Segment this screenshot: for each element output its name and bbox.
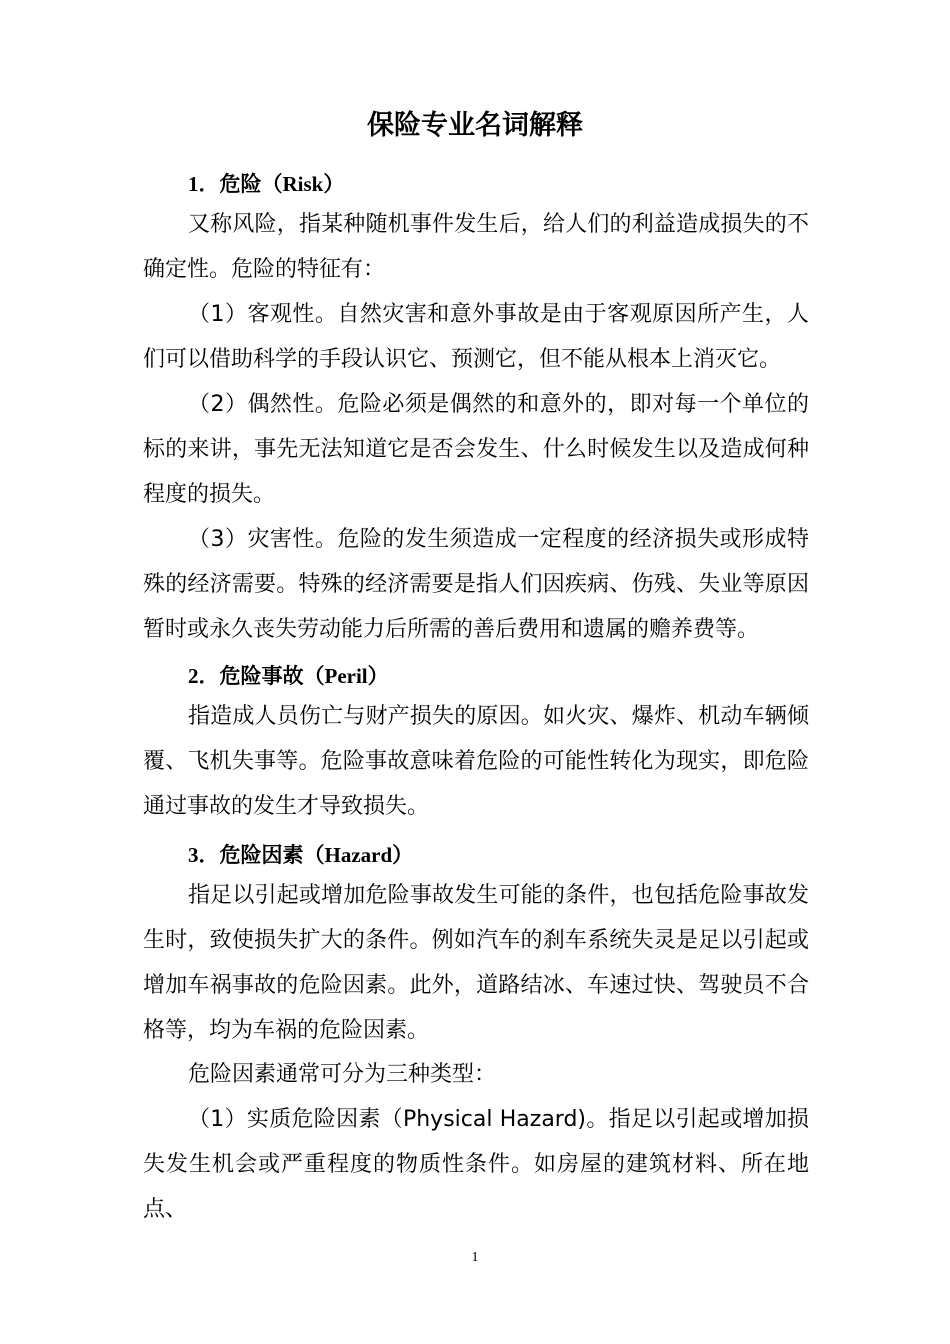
paragraph: （2）偶然性。危险必须是偶然的和意外的，即对每一个单位的标的来讲，事先无法知道它是否会发生、什么时候发生以及造成何种程度的损失。 <box>143 392 809 507</box>
paragraph: 指造成人员伤亡与财产损失的原因。如火灾、爆炸、机动车辆倾覆、飞机失事等。危险事故意味着危险的可能性转化为现实，即危险通过事故的发生才导致损失。 <box>143 704 809 819</box>
section-term: 危险 <box>219 172 262 196</box>
paragraph: 指足以引起或增加危险事故发生可能的条件，也包括危险事故发生时，致使损失扩大的条件。例如汽车的刹车系统失灵是足以引起或增加车祸事故的危险因素。此外，道路结冰、车速过快、驾驶员不合格等，均为车祸的危险因素。 <box>143 883 809 1043</box>
section-english: Risk <box>282 172 324 196</box>
section-english: Peril <box>324 664 368 688</box>
paragraph: 又称风险，指某种随机事件发生后，给人们的利益造成损失的不确定性。危险的特征有： <box>143 212 809 282</box>
section-number: 3 <box>188 843 199 867</box>
section-heading-hazard: 3．危险因素（Hazard） <box>188 843 414 867</box>
section-term: 危险因素 <box>219 843 304 867</box>
section-number: 1 <box>188 172 199 196</box>
page-number: 1 <box>471 1250 479 1265</box>
section-english: Hazard <box>324 843 393 867</box>
page-title: 保险专业名词解释 <box>367 110 583 141</box>
section-heading-risk: 1．危险（Risk） <box>188 172 345 196</box>
section-heading-peril: 2．危险事故（Peril） <box>188 664 389 688</box>
paragraph: （3）灾害性。危险的发生须造成一定程度的经济损失或形成特殊的经济需要。特殊的经济需要是指人们因疾病、伤残、失业等原因暂时或永久丧失劳动能力后所需的善后费用和遗属的赡养费等。 <box>143 527 809 642</box>
section-number: 2 <box>188 664 199 688</box>
section-term: 危险事故 <box>219 664 304 688</box>
paragraph: （1）客观性。自然灾害和意外事故是由于客观原因所产生，人们可以借助科学的手段认识它、预测它，但不能从根本上消灭它。 <box>143 302 809 372</box>
paragraph: 危险因素通常可分为三种类型： <box>188 1062 497 1087</box>
paragraph: （1）实质危险因素（Physical Hazard)。指足以引起或增加损失发生机会或严重程度的物质性条件。如房屋的建筑材料、所在地点、 <box>143 1107 809 1222</box>
